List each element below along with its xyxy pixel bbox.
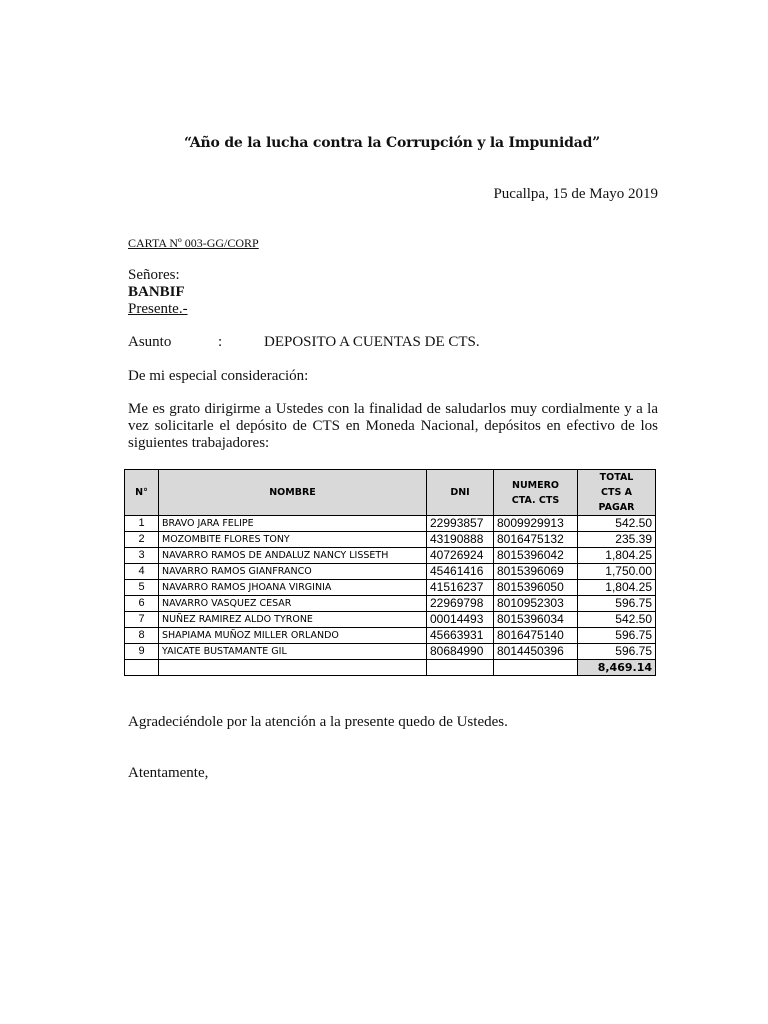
row-name: SHAPIAMA MUÑOZ MILLER ORLANDO — [159, 628, 427, 644]
row-name: BRAVO JARA FELIPE — [159, 516, 427, 532]
row-account: 8016475132 — [494, 532, 578, 548]
document-motto: “Año de la lucha contra la Corrupción y la Impunidad” — [183, 135, 601, 151]
row-name: NAVARRO RAMOS GIANFRANCO — [159, 564, 427, 580]
presente-line: Presente.- — [128, 301, 188, 317]
row-number: 4 — [125, 564, 159, 580]
table-row — [125, 532, 656, 548]
table-row — [125, 628, 656, 644]
row-number: 9 — [125, 644, 159, 660]
subject-colon: : — [218, 334, 223, 350]
subject-text: DEPOSITO A CUENTAS DE CTS. — [264, 334, 480, 350]
header-account-line1: NUMERO — [512, 479, 559, 491]
header-account-line2: CTA. CTS — [511, 494, 560, 506]
row-name: NAVARRO RAMOS DE ANDALUZ NANCY LISSETH — [159, 548, 427, 564]
table-row — [125, 644, 656, 660]
row-account: 8009929913 — [494, 516, 578, 532]
row-number: 5 — [125, 580, 159, 596]
row-amount: 542.50 — [578, 516, 656, 532]
row-number: 1 — [125, 516, 159, 532]
row-account: 8015396050 — [494, 580, 578, 596]
row-dni: 00014493 — [427, 612, 494, 628]
row-number: 8 — [125, 628, 159, 644]
row-dni: 45461416 — [427, 564, 494, 580]
closing-line: Atentamente, — [128, 765, 209, 781]
row-amount: 235.39 — [578, 532, 656, 548]
row-amount: 1,804.25 — [578, 548, 656, 564]
row-account: 8015396042 — [494, 548, 578, 564]
row-number: 7 — [125, 612, 159, 628]
letter-reference: CARTA Nº 003-GG/CORP — [128, 236, 259, 250]
recipient-name: BANBIF — [128, 284, 185, 300]
cts-deposit-table — [124, 469, 656, 676]
row-account: 8010952303 — [494, 596, 578, 612]
row-account: 8015396069 — [494, 564, 578, 580]
row-account: 8014450396 — [494, 644, 578, 660]
row-name: NAVARRO RAMOS JHOANA VIRGINIA — [159, 580, 427, 596]
row-account: 8016475140 — [494, 628, 578, 644]
table-row — [125, 596, 656, 612]
row-number: 3 — [125, 548, 159, 564]
table-row — [125, 580, 656, 596]
row-amount: 1,804.25 — [578, 580, 656, 596]
greeting-line: De mi especial consideración: — [128, 368, 309, 384]
header-total-line1: TOTAL — [599, 472, 634, 483]
row-amount: 596.75 — [578, 644, 656, 660]
row-dni: 22969798 — [427, 596, 494, 612]
header-number: N° — [125, 470, 159, 516]
row-amount: 596.75 — [578, 596, 656, 612]
thanks-line: Agradeciéndole por la atención a la presente quedo de Ustedes. — [128, 714, 508, 730]
header-total-line2: CTS A — [601, 487, 632, 498]
row-account: 8015396034 — [494, 612, 578, 628]
blank-cell — [159, 660, 427, 676]
row-name: NAVARRO VASQUEZ CESAR — [159, 596, 427, 612]
row-dni: 43190888 — [427, 532, 494, 548]
header-account — [494, 470, 578, 516]
row-dni: 22993857 — [427, 516, 494, 532]
row-name: YAICATE BUSTAMANTE GIL — [159, 644, 427, 660]
header-total-line3: PAGAR — [598, 502, 635, 513]
header-total — [578, 470, 656, 516]
grand-total: 8,469.14 — [578, 660, 656, 676]
table-row — [125, 548, 656, 564]
row-amount: 596.75 — [578, 628, 656, 644]
row-number: 6 — [125, 596, 159, 612]
blank-cell — [494, 660, 578, 676]
row-dni: 80684990 — [427, 644, 494, 660]
table-header-row — [125, 470, 656, 516]
row-dni: 40726924 — [427, 548, 494, 564]
row-number: 2 — [125, 532, 159, 548]
row-name: MOZOMBITE FLORES TONY — [159, 532, 427, 548]
row-dni: 45663931 — [427, 628, 494, 644]
blank-cell — [125, 660, 159, 676]
row-dni: 41516237 — [427, 580, 494, 596]
table-row — [125, 564, 656, 580]
row-amount: 542.50 — [578, 612, 656, 628]
subject-label: Asunto — [128, 334, 172, 350]
header-dni: DNI — [427, 470, 494, 516]
table-total-row — [125, 660, 656, 676]
letter-date: Pucallpa, 15 de Mayo 2019 — [493, 186, 658, 202]
table-row — [125, 516, 656, 532]
header-name: NOMBRE — [159, 470, 427, 516]
blank-cell — [427, 660, 494, 676]
row-name: NUÑEZ RAMIREZ ALDO TYRONE — [159, 612, 427, 628]
row-amount: 1,750.00 — [578, 564, 656, 580]
body-paragraph: Me es grato dirigirme a Ustedes con la finalidad de saludarlos muy cordialmente y a la vez solicitarle el depósito de CTS en Moneda Nacional, depósitos en efectivo de los siguientes trabajadores: — [128, 401, 658, 451]
table-row — [125, 612, 656, 628]
salutation: Señores: — [128, 267, 180, 283]
